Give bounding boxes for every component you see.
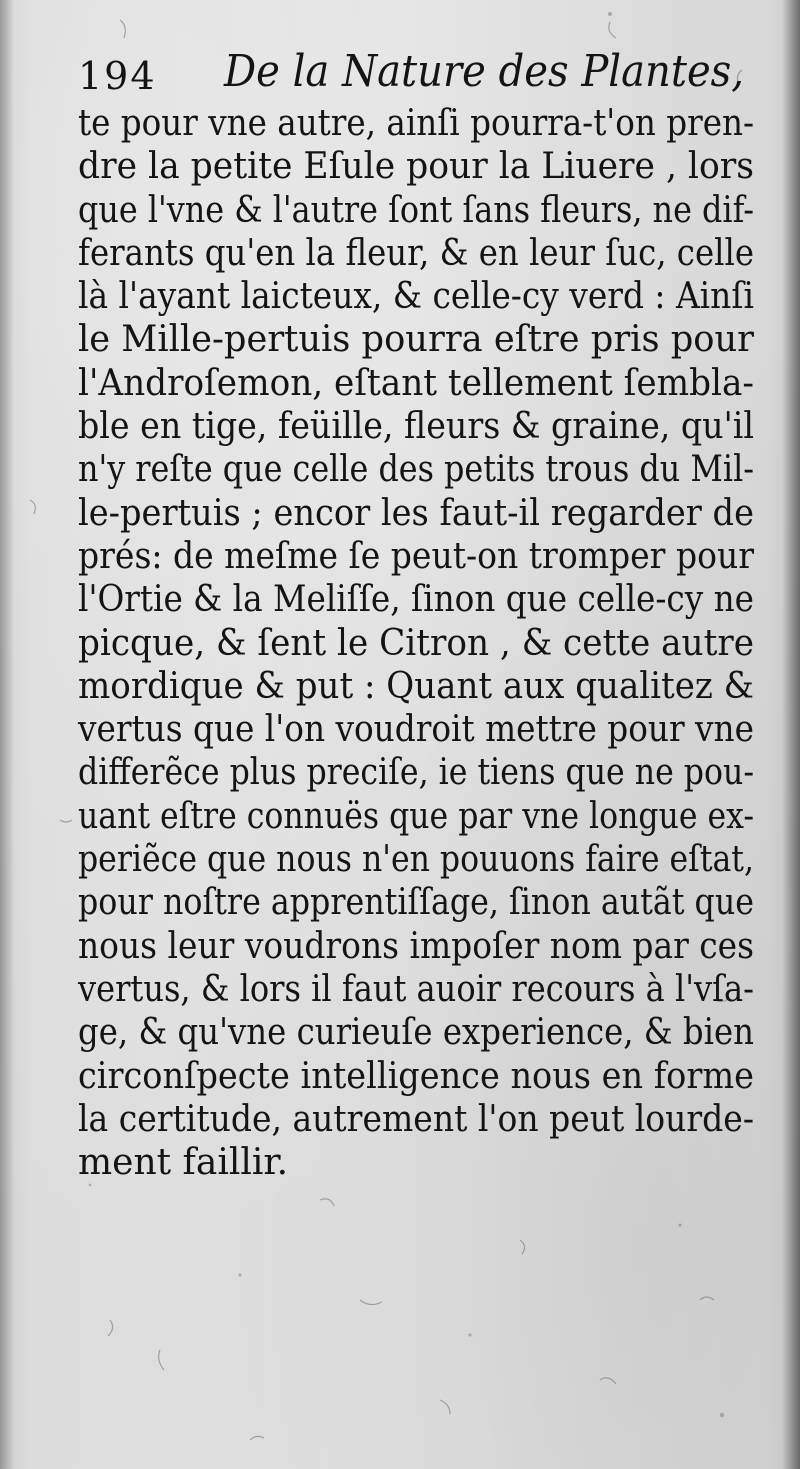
text-line: uant eſtre connuës que par vne longue ex-	[78, 795, 754, 837]
gutter-shadow	[0, 0, 14, 1469]
text-line: vertus que l'on voudroit mettre pour vne	[78, 709, 754, 751]
text-line: là l'ayant laicteux, & celle-cy verd : Ainſi	[78, 276, 754, 318]
text-line: le Mille-pertuis pourra eſtre pris pour	[78, 319, 754, 361]
text-line: l'Ortie & la Meliſſe, ſinon que celle-cy ne	[78, 579, 754, 621]
text-line: ble en tige, feüille, fleurs & graine, qu'il	[78, 406, 754, 448]
text-line: que l'vne & l'autre ſont ſans fleurs, ne dif-	[78, 189, 754, 231]
text-line: prés: de meſme ſe peut-on tromper pour	[78, 535, 754, 577]
text-line: differẽce plus preciſe, ie tiens que ne pou-	[78, 752, 754, 794]
text-line: ferants qu'en la fleur, & en leur ſuc, celle	[78, 232, 754, 274]
page-edge-shadow	[782, 0, 800, 1469]
text-line: n'y reſte que celle des petits trous du Mil-	[78, 449, 754, 491]
text-line: circonſpecte intelligence nous en forme	[78, 1055, 754, 1097]
page-header	[78, 40, 758, 110]
running-head: De la Nature des Plantes,	[224, 46, 744, 97]
text-line: ment faillir.	[78, 1142, 289, 1184]
text-line: dre la petite Eſule pour la Liuere , lors	[78, 146, 754, 188]
text-line: nous leur voudrons impoſer nom par ces	[78, 925, 754, 967]
text-line: picque, & ſent le Citron , & cette autre	[78, 622, 754, 664]
text-line: periẽce que nous n'en pouuons faire eſtat,	[78, 839, 754, 881]
text-line: la certitude, autrement l'on peut lourde-	[78, 1098, 754, 1140]
text-line: ge, & qu'vne curieuſe experience, & bien	[78, 1012, 754, 1054]
body-text	[78, 102, 754, 1184]
text-line: vertus, & lors il faut auoir recours à l'vſa-	[78, 968, 754, 1010]
text-line: le-pertuis ; encor les faut-il regarder de	[78, 492, 754, 534]
page-number: 194	[78, 54, 157, 98]
text-line: te pour vne autre, ainſi pourra-t'on pren-	[78, 103, 754, 144]
text-line: l'Androſemon, eſtant tellement ſembla-	[78, 362, 754, 404]
text-line: mordique & put : Quant aux qualitez &	[78, 665, 754, 707]
text-line: pour noſtre apprentiſſage, ſinon autãt que	[78, 882, 754, 924]
